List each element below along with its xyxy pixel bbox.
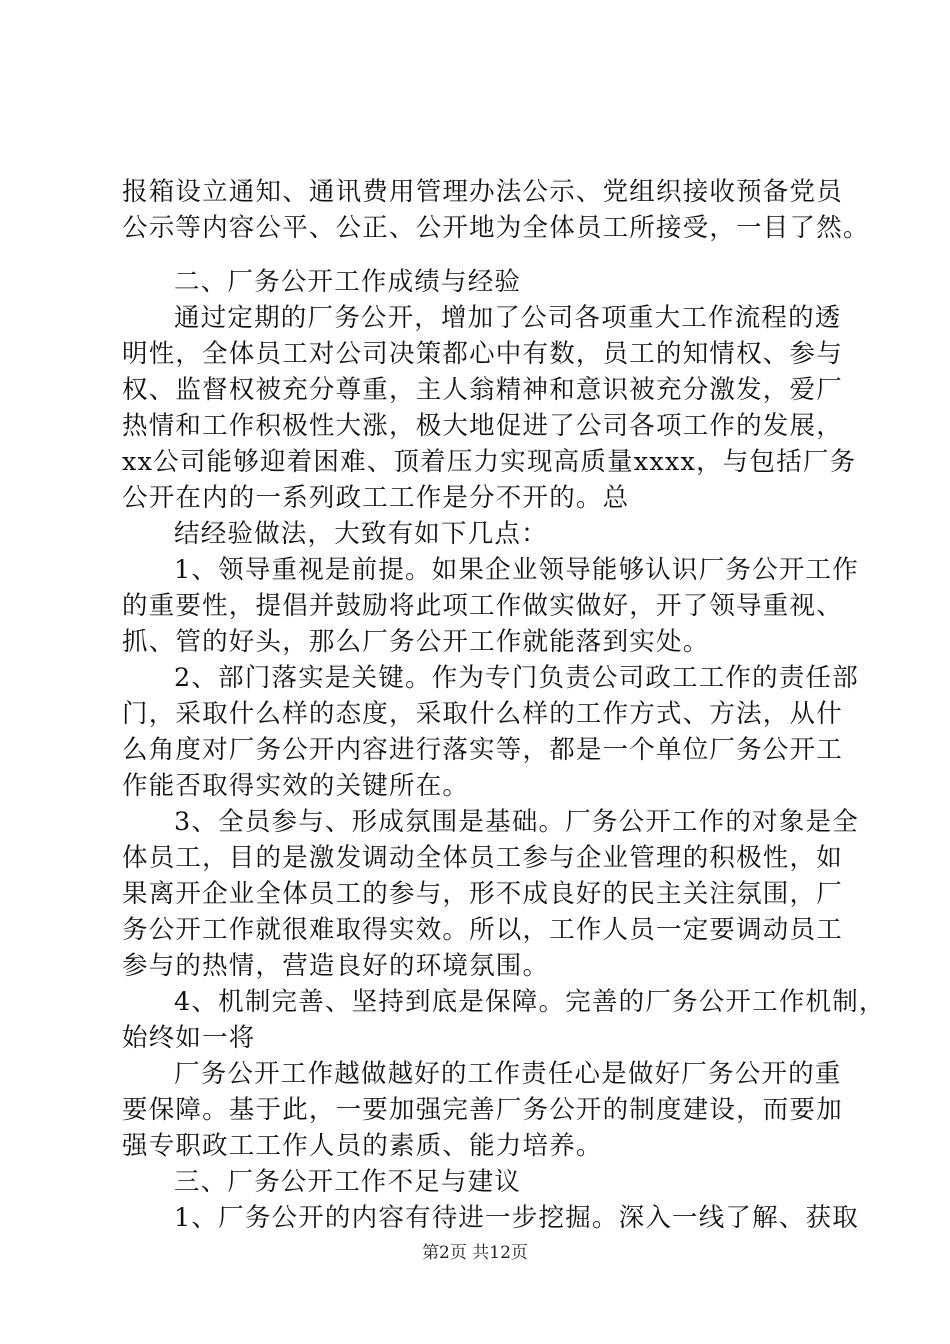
text-line: 公示等内容公平、公正、公开地为全体员工所接受，一目了然。 [122, 213, 870, 243]
text-line: 2、部门落实是关键。作为专门负责公司政工工作的责任部 [174, 663, 859, 693]
text-line: 3、全员参与、形成氛围是基础。厂务公开工作的对象是全 [174, 807, 859, 837]
text-line: 作能否取得实效的关键所在。 [122, 771, 470, 801]
text-line: 参与的热情，营造良好的环境氛围。 [122, 951, 550, 981]
text-line: 抓、管的好头，那么厂务公开工作就能落到实处。 [122, 627, 710, 657]
text-line: 务公开工作就很难取得实效。所以，工作人员一定要调动员工 [122, 915, 843, 945]
text-line: 结经验做法，大致有如下几点： [174, 519, 548, 549]
text-line: 么角度对厂务公开内容进行落实等，都是一个单位厂务公开工 [122, 735, 843, 765]
text-line: 门，采取什么样的态度，采取什么样的工作方式、方法，从什 [122, 699, 843, 729]
text-line: xx公司能够迎着困难、顶着压力实现高质量xxxx，与包括厂务 [122, 447, 857, 477]
text-line: 通过定期的厂务公开，增加了公司各项重大工作流程的透 [174, 303, 842, 333]
text-line: 热情和工作积极性大涨，极大地促进了公司各项工作的发展， [122, 411, 843, 441]
text-line: 权、监督权被充分尊重，主人翁精神和意识被充分激发，爱厂 [122, 375, 843, 405]
text-line: 体员工，目的是激发调动全体员工参与企业管理的积极性，如 [122, 843, 843, 873]
text-line: 的重要性，提倡并鼓励将此项工作做实做好，开了领导重视、 [122, 591, 843, 621]
text-line: 1、领导重视是前提。如果企业领导能够认识厂务公开工作 [174, 555, 859, 585]
page-footer: 第2页 共12页 [422, 1243, 528, 1263]
text-line: 报箱设立通知、通讯费用管理办法公示、党组织接收预备党员 [122, 177, 843, 207]
section-heading: 三、厂务公开工作不足与建议 [174, 1167, 522, 1197]
text-line: 果离开企业全体员工的参与，形不成良好的民主关注氛围，厂 [122, 879, 843, 909]
text-line: 强专职政工工作人员的素质、能力培养。 [122, 1131, 603, 1161]
text-line: 明性，全体员工对公司决策都心中有数，员工的知情权、参与 [122, 339, 843, 369]
text-line: 始终如一将 [122, 1023, 256, 1053]
section-heading: 二、厂务公开工作成绩与经验 [174, 267, 522, 297]
text-line: 4、机制完善、坚持到底是保障。完善的厂务公开工作机制， [174, 987, 886, 1017]
text-line: 厂务公开工作越做越好的工作责任心是做好厂务公开的重 [174, 1059, 842, 1089]
text-line: 公开在内的一系列政工工作是分不开的。总 [122, 483, 630, 513]
text-line: 1、厂务公开的内容有待进一步挖掘。深入一线了解、获取 [174, 1203, 859, 1233]
text-line: 要保障。基于此，一要加强完善厂务公开的制度建设，而要加 [122, 1095, 843, 1125]
